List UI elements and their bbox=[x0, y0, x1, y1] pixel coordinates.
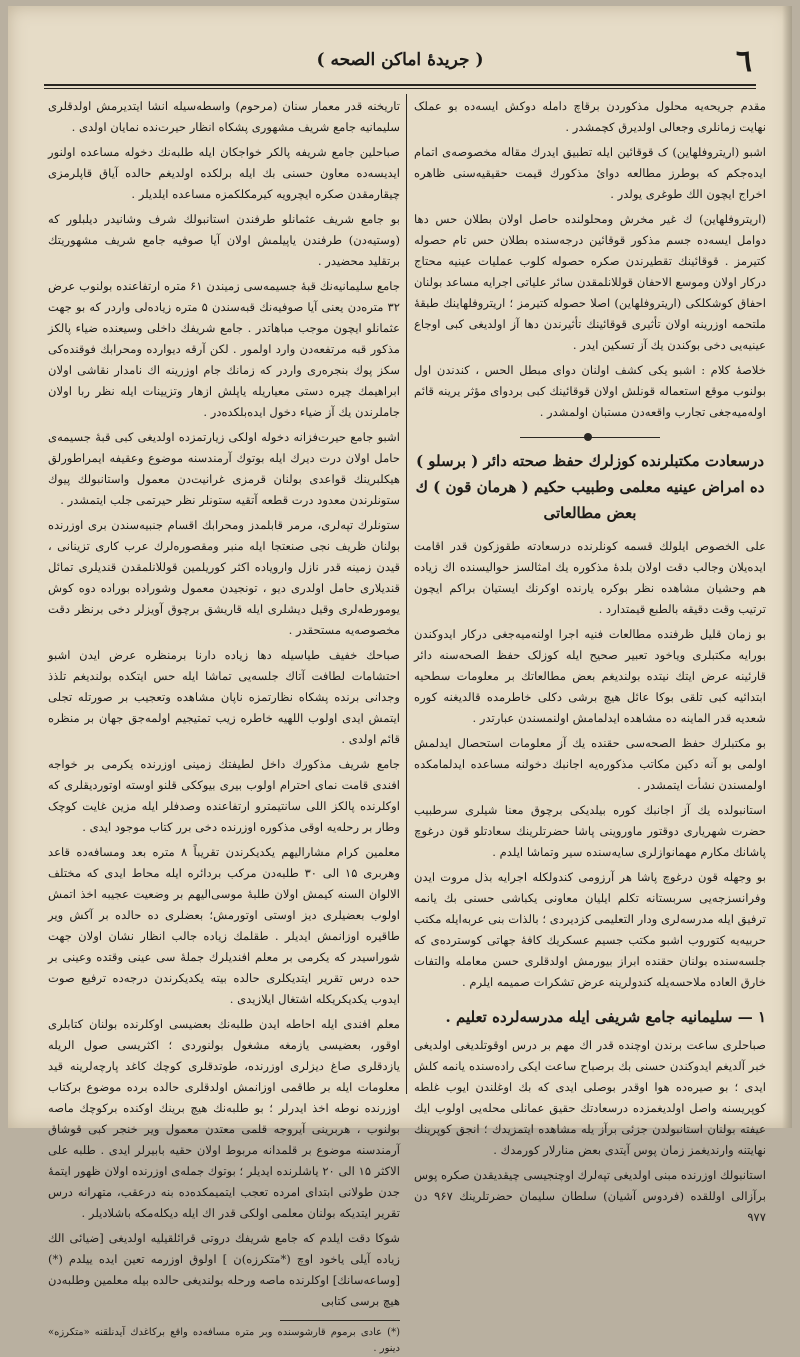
paragraph: تاریخنه قدر معمار سنان (مرحوم) واسطه‌سیله انشا ایتدیرمش اولدقلری سلیمانیه جامع شریف مشهوری پشکاه انظار حیرت‌نده نمایان اولدی . bbox=[48, 99, 400, 134]
right-column bbox=[414, 96, 766, 1224]
header-rule bbox=[44, 84, 756, 86]
page-edge-shadow bbox=[782, 6, 792, 1128]
paragraph: بو مکتبلرك حفظ الصحه‌سی حقنده یك آز معلومات استحصال ایدلمش اولمی بو آنه دکین مکاتب مذکوره‌یه اجانبك دخولنه مساعده ایدلمامکده اولمسندن نشأت ایتمشدر . bbox=[414, 736, 766, 792]
paragraph: اشبو (اریتروفلهاین) ک قوقائین ایله تطبیق ایدرك مقاله مخصوصه‌ی اتمام ایده‌جکم که بوطرز مطالعه دوائ مذکورك قیمت حقیقیه‌سنی ظاهره اخراج ایچون الك طوغری یولدر . bbox=[414, 145, 766, 201]
footnote-rule bbox=[280, 1320, 400, 1321]
paragraph: صباحلین جامع شریفه پالکر خواجکان ایله طلبه‌نك دخوله مساعده اولنور ایدیسه‌ده معاون حسنی بك ایله برلکده اولدیغم حالده آیاق قاپلرمزی چیقارمقدن صکره ایچرویه کیرمکلکمزه مساعده ایلدیلر . bbox=[48, 145, 400, 201]
paragraph: خلاصهٔ کلام : اشبو یکی کشف اولنان دوای مبطل الحس ، کندندن اول بولنوب موقع استعماله قونلش اولان قوقائینك کبی بردوای مؤثر یرینه قائم اوله‌میه‌جغی تجارب واقعه‌دن مستبان اولمشدر . bbox=[414, 363, 766, 419]
paragraph: شوکا دقت ایلدم که جامع شریفك دروتی قرائلقیلیه اولدیغی [ضیائی الك زیاده آیلی یاخود اوچ (*متکرزه‌)ن ] اولوق اوزرمه تعین ایده ییلدم (*) [وساعه‌سانك] اوکلرنده ماصه ورحله بولندیغی حالده بیله معلمین وطلبه‌دن هیچ برسی کتابی bbox=[48, 1231, 400, 1308]
paragraph: معلمین کرام مشارالیهم یکدیکرندن تقریباً ۸ متره بعد ومسافه‌ده قاعد وهربری ۱۵ الی ۳۰ طلبه‌دن مرکب بردائره ایله محاط ایدی که مختلف الالوان السنه کیمش اولان طلبهٔ موسی‌الیهم بر وضعیت عجیبه اخذ اتمش اولوب بعضیلری دیز اوستی اوتورمش؛ بعضلری ده حالده بر آکش ویر طاقیره اوزانمش ایدیلر . طقلمك زیاده جالب انظار نشان اولان جهت شوراسیدر که یکرمی بر معلم افندیلرك جملهٔ سی عینی وقتده وعینی بر حده درس تقریر ایتدیکلری حالده بیته یکدیکرندن درجه‌ده ترفیع صوت ایدوب یکدیکریکله اشتغال ایلازیدی . bbox=[48, 845, 401, 1006]
paragraph: مقدم جریحه‌یه محلول مذکوردن برقاچ دامله دوکش ایسه‌ده بو عملک نهایت زمانلری وجعالی اولدیرق کچمشدر . bbox=[414, 99, 766, 134]
footnote: (*) عادی برموم قارشوسنده وبر متره مسافه‌ده واقع برکاغدك آیدنلقنه «متکرزه» دینور . bbox=[48, 1327, 400, 1354]
paragraph: ستونلرك تپه‌لری، مرمر قابلمدز ومحرابك اقسام جنبیه‌سندن بری اوزرنده بولنان ظریف نجی صنعتجا ایله منبر ومقصوره‌لرك عرب کاری تزینانی ، قیدن زمینه قدر نازل وارویاده اکثر کوریلمین قوللانلمقدن قندیلری تمائل قندیلاری حامل اولدری دیو ، تونجیدن معمول وشوراده بوراده دوه کوش یومورطه‌لری وقیل دیشلری ایله قاریشق برچوق آویزلر دخی برنظر دقت مخصوصه‌یه مستحقدر . bbox=[48, 518, 400, 637]
paragraph: صباحك خفیف طیاسیله دها زیاده دارنا برمنظره عرض ایدن اشبو احتشامات لطافت آتاك جلسه‌یی تماشا ایله حس ایتکده بولندیغم تلذذ وجدانی برنده پشکاه نظارتمزه ناپان مشاهده وتعجیب بر صورتله تجلی ایتمش ایدی اولوب اللهیه خاطره زیب تمتیجیم اولمه‌جق جهان بر منظره قائم اولدی . bbox=[48, 648, 400, 746]
paragraph: بو جامع شریف عثمانلو طرفندن استانبولك شرف وشانیدر دیلبلور که (وستیه‌دن) طرفندن یاپیلمش اولان آیا صوفیه جامع شریف مشهوریتك برتقلید محضیدر . bbox=[48, 212, 400, 268]
journal-title: ( جريدهٔ اماكن الصحه ) bbox=[316, 50, 484, 70]
paragraph: اشبو جامع حیرت‌فزانه دخوله اولکی زیارتمزده اولدیغی کبی قبهٔ جسیمه‌ی حامل اولان درت دیرك ایله بوتوك آرمندسنه موضوع وعقیفه ایمراطورلق هیکلبرینك قواعدی بولنان قرمزی غرانیت‌دن معمول واستانبولك پیوك ستونلرندن معدود درت قطعه آتقیه ستونلر نظر حیرتمی جلب ایتمشدر . bbox=[48, 430, 400, 507]
header-rule-thin bbox=[44, 88, 756, 89]
paragraph: جامع سلیمانیه‌نك قبهٔ جسیمه‌سی زمیندن ۶۱ متره ارتفاعنده بولنوب عرض ۳۲ متره‌دن یعنی آیا صوفیه‌نك قبه‌سندن ۵ متره زیاده‌لی واردر که بو جهت عثمانلو ایچون موجب مباهاتدر . جامع شریفك داخلی وسیعنده ضیاء پالکز مذکور قبه مرتفعه‌دن وارد اولمور . لکن آرقه دیوارده ومحرابك فوقنده‌کی سکز پوك بنجره‌ری واردر که زمانك جام اوزرینه اك نامدار نقاشی اولان ابراهیمك چیره دستی معیاریله یاپلش ازهار وتزیینات ایله نظر ربا اولان جاملرندن یك آز ضیاء دخول ایده‌بلکده‌در . bbox=[48, 279, 401, 419]
paragraph: معلم افندی ایله احاطه ایدن طلبه‌نك بعضیسی اوکلرنده بولنان کتابلری اوقور، بعضیسی یازمغه مشغول بولنوردی ؛ اکثریسی صول الریله یازدقلری صاغ دیزلری اوزرنده، طوتدقلری کوچك کاغد پارچه‌لرینه قید معلومات ایله بر طاقمی اوزانمش اولدقلری حالده برده موضوع برکتاب اوزرنده نوطه اخذ ایدرلر ؛ بو طلبه‌نك هیچ برینك اوکنده برکوچك ماصه بولنوب ، هربرینی آیروجه قلمی معتدن معمول ویر خنجر کبی قوشاق آرمندسنه موضوع بر قلمدانه مربوط اولان حقیه بابیرلر ایدی . طلبه علی الاکثر ۱۵ الی ۲۰ یاشلرنده ایدیلر ؛ بوتوك جمله‌ی اوزرنده اولان ظهور ایتمهٔ جدن طولانی ابتدای امرده تعجب ایتمیمکده‌ده بنه درعقب، متهرانه درس تقرير ایتدیکه بولنان معلمی اولکی قدر اك ایله دیکله‌مکه باشلادیلر . bbox=[48, 1017, 400, 1220]
column-divider bbox=[406, 94, 407, 1094]
paragraph: علی الخصوص ایلولك قسمه کونلرنده درسعادته طقوزکون قدر اقامت ایده‌یلان وجالب دقت اولان بلدهٔ مذکوره یك امثالسز حوالیسنده اك زیاده هم وحشیان مشاهده نظر بوکره یارنده اوکرنك ایستیان براکم ایچون ترتیب وقت دقیقه بالطبع قیمتدارد . bbox=[414, 539, 766, 616]
page-header bbox=[48, 46, 752, 82]
paragraph: بو زمان قلیل ظرفنده مطالعات فنیه اجرا اولنه‌میه‌جغی درکار ایدوکندن بورایه مکتبلری ویاخود تعبیر صحیح ایله کوزلک حفظ الصحه‌سنه دائر قارئینه عرض ایتك نیتده بولندیغم بعض مطالعاتك بر معلومات سطحیه ابتدائیه کبی تلقی بوکا عائل هیچ برشی دکلی خاطرمده قالدیغنه کوره شعدیه قدر الماینه ده مشاهده ایدلمامش اولنمسندن عبارتدر . bbox=[414, 627, 766, 725]
paragraph: استانبولده یك آز اجانبك کوره بیلدیکی برچوق معنا شیلری سرطبیب حضرت شهریاری دوقتور ماوروینی پاشا حضرتلرینك سعادتلو قون درغوچ پاشانك مکارم مهمانوازلری سایه‌سنده سیر وتماشا ایلدم . bbox=[414, 803, 766, 859]
item-heading: ۱ — سلیمانیه جامع شریفی ایله مدرسه‌لرده تعلیم . bbox=[445, 1008, 766, 1026]
paragraph: بو وجهله قون درغوچ پاشا هر آرزومی کندولکله اجرایه بذل مروت ایدن وفرانسزجه‌یی سربستانه تکلم ایلیان معاونی یکباشی حسنی بك یانمه ترفیق ایله مدرسه‌لری ودار التعلیمی کزدیردی ؛ بالذات بنی عربه‌ایله مکتب حربیه‌یه کتوروب اشبو مکتب جسیم عسکریك کافهٔ جهاتی کوسترده‌ی که جلسه‌سنده بولنان حقنده ابراز بیورمش اولدقلری حسن معامله والتفات خارق العاده ملاحسه‌یله کندولرینه عرض تشکرات صمیمه ایلرم . bbox=[414, 870, 766, 989]
section-title: درسعادت مکتبلرنده کوزلرك حفظ صحته دائر ( برسلو ) ده امراض عینیه معلمی وطبیب حکیم ( هرمان قون ) ك بعض مطالعاتی bbox=[415, 452, 765, 522]
paragraph: (اریتروفلهاین) ك غیر مخرش ومحلولنده حاصل اولان بطلان حس دها دوامل ایسه‌ده جسم مذکور قوقائین درجه‌سنده بطلان حس تام حصوله کتیرمز . قوقائینك تقطیرندن صکره حصوله کلوب عملیات عینیه محتاج درکار اولان وموسع الاحفان قوللانلمقدن سائر علیاتی اجرایه مساعد بولنان احفاق کوشکلکی (اریتروفلهاین) اصلا حصوله کتیرمز ؛ اریتروفلهاینك طبقهٔ ملتحمه اوزرینه اولان تأثیری قوقائینك تأثیرندن دها آز اولدیغی کبی اوجاع عینیه‌یی دخی بوکندن یك آز تسکین ایدر . bbox=[414, 212, 766, 352]
newspaper-page bbox=[8, 6, 792, 1354]
page-number: ٦ bbox=[735, 44, 752, 79]
left-column bbox=[48, 96, 401, 1354]
paragraph: صباحلری ساعت برندن اوچنده قدر اك مهم بر درس اوقوتلدیغی اولدیغی خبر آلدیغم ایدوکندن حسنی بك برصباح ساعت ایکی راده‌سنده یانمه کلش ایدی ؛ بو صیره‌ده هوا اوقدر بوصلی ایدی که بك اوغلندن ایوب غلطه کوپریسنه واصل اولدیغمزده درسعادتك حقیق عمانلی محله‌یی اولوب ایك عیفته بولنان استانبولدن جزئی برآز یله مشاهده ایتمزیدك ؛ انجق کوپرینك نهایتنه وارندیغمز زمان پوس آیتدی بعض منارلار کورمدك . bbox=[414, 1038, 766, 1157]
paragraph: استانبولك اوزرنده مبنی اولدیغی تپه‌لرك اوچنجیسی چیقدیقدن صکره پوس برآزالی اوللقده (فردوس آشیان) سلطان سلیمان حضرتلرینك ۹۶۷ دن ۹۷۷ bbox=[414, 1168, 766, 1224]
section-separator bbox=[520, 437, 660, 438]
paragraph: جامع شریف مذکورك داخل لطیفتك زمینی اوزرنده یکرمی بر خواجه افندی قامت نمای احترام اولوب بیری بیوککی قلنو اوسته اوتورد‌یقلری که اوکلرنده پالکز اللی سانتیمترو ارتفاعنده وصدفلر ایله مزین غایت کوچک وطار بر رحله‌یه اوقی مذکوره اوزرنده دخی برر کتاب موجود ایدی . bbox=[48, 757, 400, 834]
